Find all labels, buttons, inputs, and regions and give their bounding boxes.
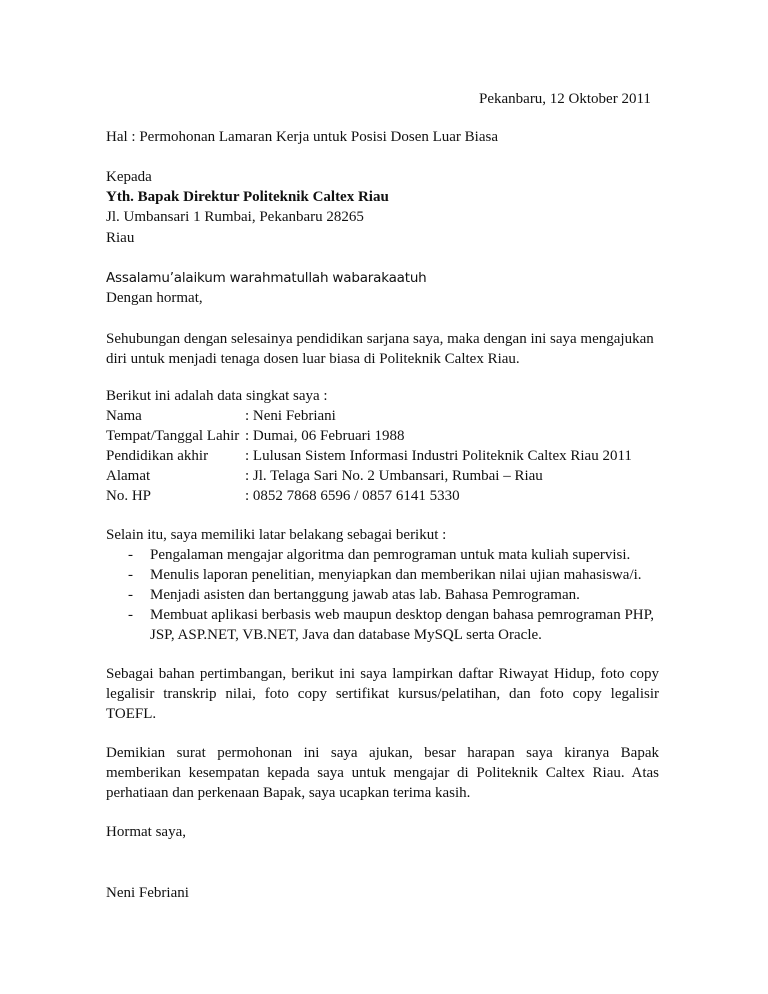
list-item-text: Membuat aplikasi berbasis web maupun desktop dengan bahasa pemrograman PHP, [150, 607, 655, 623]
closing-line-1: Demikian surat permohonan ini saya ajukan, besar harapan saya kiranya Bapak [106, 745, 659, 761]
recipient-name: Yth. Bapak Direktur Politeknik Caltex Riau [106, 189, 389, 205]
recipient-region: Riau [106, 230, 135, 246]
recipient-address: Jl. Umbansari 1 Rumbai, Pekanbaru 28265 [106, 209, 364, 225]
date-line: Pekanbaru, 12 Oktober 2011 [479, 91, 651, 107]
signoff: Hormat saya, [106, 824, 186, 840]
data-label: Pendidikan akhir [106, 448, 209, 464]
data-value: : Jl. Telaga Sari No. 2 Umbansari, Rumbai – Riau [245, 468, 543, 484]
data-label: Tempat/Tanggal Lahir [106, 428, 240, 444]
bullet-dash: - [128, 607, 133, 623]
data-label: Nama [106, 408, 142, 424]
salam-line: Assalamu’alaikum warahmatullah wabarakaatuh [106, 270, 427, 286]
signature-name: Neni Febriani [106, 885, 189, 901]
data-value: : Lulusan Sistem Informasi Industri Politeknik Caltex Riau 2011 [245, 448, 632, 464]
bullet-dash: - [128, 547, 133, 563]
attachments-line-3: TOEFL. [106, 706, 157, 722]
attachments-line-1: Sebagai bahan pertimbangan, berikut ini saya lampirkan daftar Riwayat Hidup, foto copy [106, 666, 659, 682]
background-intro: Selain itu, saya memiliki latar belakang sebagai berikut : [106, 527, 447, 543]
closing-line-2: memberikan kesempatan kepada saya untuk mengajar di Politeknik Caltex Riau. Atas [106, 765, 659, 781]
intro-line-2: diri untuk menjadi tenaga dosen luar biasa di Politeknik Caltex Riau. [106, 351, 520, 367]
data-label: Alamat [106, 468, 151, 484]
recipient-to: Kepada [106, 169, 152, 185]
bullet-dash: - [128, 587, 133, 603]
list-item-text: Menulis laporan penelitian, menyiapkan dan memberikan nilai ujian mahasiswa/i. [150, 567, 642, 583]
list-item-text: JSP, ASP.NET, VB.NET, Java dan database MySQL serta Oracle. [150, 627, 542, 643]
list-item-text: Menjadi asisten dan bertanggung jawab atas lab. Bahasa Pemrograman. [150, 587, 580, 603]
intro-line-1: Sehubungan dengan selesainya pendidikan sarjana saya, maka dengan ini saya mengajukan [106, 331, 654, 347]
subject-line: Hal : Permohonan Lamaran Kerja untuk Posisi Dosen Luar Biasa [106, 129, 498, 145]
attachments-line-2: legalisir transkrip nilai, foto copy sertifikat kursus/pelatihan, dan foto copy legalisir [106, 686, 659, 702]
data-value: : Dumai, 06 Februari 1988 [245, 428, 405, 444]
data-value: : 0852 7868 6596 / 0857 6141 5330 [245, 488, 460, 504]
list-item-text: Pengalaman mengajar algoritma dan pemrograman untuk mata kuliah supervisi. [150, 547, 631, 563]
data-label: No. HP [106, 488, 152, 504]
data-value: : Neni Febriani [245, 408, 336, 424]
bullet-dash: - [128, 567, 133, 583]
data-intro: Berikut ini adalah data singkat saya : [106, 388, 328, 404]
hormat-line: Dengan hormat, [106, 290, 203, 306]
closing-line-3: perhatiaan dan perkenaan Bapak, saya ucapkan terima kasih. [106, 785, 471, 801]
